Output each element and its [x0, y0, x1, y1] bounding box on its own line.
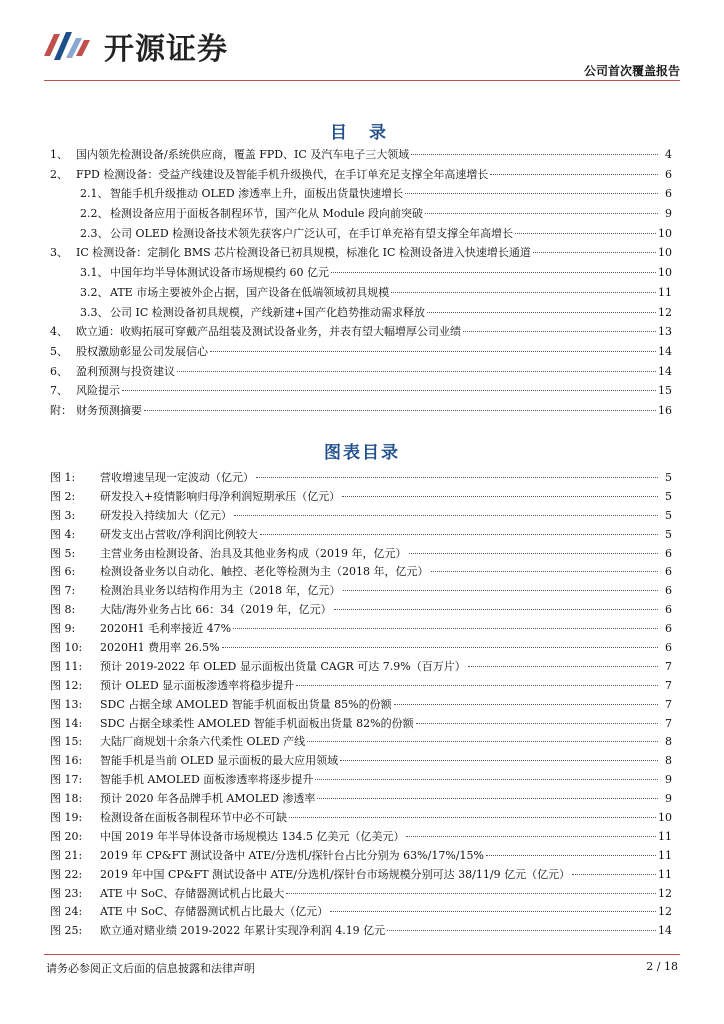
entry-number: 2.3、	[80, 226, 109, 240]
header-divider	[44, 80, 680, 81]
toc-list	[50, 146, 672, 422]
entry-page: 7	[665, 678, 672, 692]
entry-text: 2019 年中国 CP&FT 测试设备中 ATE/分选机/探针台市场规模分别可达 38/11/9 亿元（亿元）	[100, 867, 571, 881]
entry-text: 财务预测摘要	[76, 403, 142, 417]
figure-entry[interactable]	[50, 828, 672, 847]
entry-page: 6	[665, 167, 672, 181]
entry-number: 图 24:	[50, 905, 83, 919]
entry-page: 6	[665, 622, 672, 636]
entry-number: 3、	[50, 246, 68, 260]
entry-number: 图 15:	[50, 735, 83, 749]
figure-entry[interactable]	[50, 696, 672, 715]
dot-leader	[177, 371, 656, 372]
figure-entry[interactable]	[50, 715, 672, 734]
entry-text: 检测设备业务以自动化、触控、老化等检测为主（2018 年，亿元）	[100, 565, 429, 579]
brand-name: 开源证券	[104, 32, 228, 67]
entry-page: 6	[665, 584, 672, 598]
entry-page: 10	[658, 246, 672, 260]
entry-text: FPD 检测设备：受益产线建设及智能手机升级换代，在手订单充足支撑全年高速增长	[76, 167, 489, 181]
entry-number: 图 7:	[50, 584, 76, 598]
entry-text: 大陆厂商规划十余条六代柔性 OLED 产线	[100, 735, 306, 749]
entry-text: 风险提示	[76, 384, 120, 398]
figure-entry[interactable]	[50, 620, 672, 639]
entry-text: 中国年均半导体测试设备市场规模约 60 亿元	[110, 266, 329, 280]
figure-entry[interactable]	[50, 790, 672, 809]
dot-leader	[394, 704, 658, 705]
entry-number: 图 9:	[50, 622, 76, 636]
entry-page: 6	[665, 565, 672, 579]
dot-leader	[572, 874, 656, 875]
dot-leader	[533, 252, 656, 253]
dot-leader	[416, 723, 658, 724]
entry-text: 研发支出占营收/净利润比例较大	[100, 527, 258, 541]
entry-number: 图 8:	[50, 603, 76, 617]
entry-number: 图 5:	[50, 546, 76, 560]
figure-entry[interactable]	[50, 507, 672, 526]
entry-number: 7、	[50, 384, 68, 398]
entry-number: 图 25:	[50, 924, 83, 938]
entry-text: 公司 OLED 检测设备技术领先获客户广泛认可，在手订单充裕有望支撑全年高增长	[110, 226, 514, 240]
dot-leader	[486, 855, 656, 856]
dot-leader	[144, 410, 656, 411]
dot-leader	[343, 590, 659, 591]
dot-leader	[387, 930, 656, 931]
entry-text: 智能手机是当前 OLED 显示面板的最大应用领域	[100, 754, 339, 768]
entry-number: 图 13:	[50, 697, 83, 711]
entry-page: 12	[658, 905, 672, 919]
entry-text: ATE 市场主要被外企占据，国产设备在低端领域初具规模	[110, 285, 390, 299]
entry-page: 10	[658, 266, 672, 280]
toc-entry[interactable]	[50, 205, 672, 225]
toc-entry[interactable]	[50, 323, 672, 343]
figure-entry[interactable]	[50, 658, 672, 677]
entry-text: SDC 占据全球 AMOLED 智能手机面板出货量 85%的份额	[100, 697, 392, 711]
disclaimer-note: 请务必参阅正文后面的信息披露和法律声明	[46, 962, 255, 975]
entry-number: 图 12:	[50, 678, 83, 692]
figure-entry[interactable]	[50, 677, 672, 696]
entry-text: 2020H1 费用率 26.5%	[100, 641, 220, 655]
toc-entry[interactable]	[50, 402, 672, 422]
entry-number: 图 23:	[50, 886, 83, 900]
toc-entry[interactable]	[50, 304, 672, 324]
entry-number: 图 20:	[50, 829, 83, 843]
page-number: 2 / 18	[646, 960, 678, 973]
entry-page: 10	[658, 226, 672, 240]
entry-page: 12	[658, 305, 672, 319]
entry-number: 图 22:	[50, 867, 83, 881]
entry-number: 图 14:	[50, 716, 83, 730]
entry-number: 3.1、	[80, 266, 109, 280]
dot-leader	[427, 312, 656, 313]
entry-number: 图 3:	[50, 508, 76, 522]
brand-logo	[40, 26, 228, 66]
figure-entry[interactable]	[50, 526, 672, 545]
toc-entry[interactable]	[50, 343, 672, 363]
figure-entry[interactable]	[50, 639, 672, 658]
toc-entry[interactable]	[50, 264, 672, 284]
dot-leader	[342, 496, 658, 497]
entry-number: 1、	[50, 148, 68, 161]
dot-leader	[286, 893, 656, 894]
entry-page: 15	[658, 384, 672, 398]
entry-page: 7	[665, 697, 672, 711]
dot-leader	[405, 193, 658, 194]
figure-entry[interactable]	[50, 885, 672, 904]
entry-page: 14	[658, 924, 672, 938]
entry-text: 盈利预测与投资建议	[76, 364, 175, 378]
entry-page: 11	[658, 848, 672, 862]
entry-text: ATE 中 SoC、存储器测试机占比最大（亿元）	[100, 905, 329, 919]
dot-leader	[515, 233, 656, 234]
entry-page: 11	[658, 829, 672, 843]
figure-entry[interactable]	[50, 752, 672, 771]
entry-number: 3.2、	[80, 285, 109, 299]
figure-entry[interactable]	[50, 601, 672, 620]
entry-text: 主营业务由检测设备、治具及其他业务构成（2019 年，亿元）	[100, 546, 407, 560]
entry-number: 2.1、	[80, 187, 109, 201]
dot-leader	[331, 272, 656, 273]
dot-leader	[234, 515, 658, 516]
dot-leader	[210, 351, 656, 352]
entry-page: 6	[665, 603, 672, 617]
entry-number: 图 16:	[50, 754, 83, 768]
figure-entry[interactable]	[50, 771, 672, 790]
entry-number: 图 17:	[50, 773, 83, 787]
report-type-label: 公司首次覆盖报告	[583, 64, 680, 78]
entry-text: 股权激励彰显公司发展信心	[76, 344, 208, 358]
entry-number: 3.3、	[80, 305, 109, 319]
figure-entry[interactable]	[50, 582, 672, 601]
entry-text: 2019 年 CP&FT 测试设备中 ATE/分选机/探针台占比分别为 63%/17%/15%	[100, 848, 484, 862]
dot-leader	[222, 647, 658, 648]
entry-page: 10	[658, 811, 672, 825]
dot-leader	[260, 534, 658, 535]
entry-page: 11	[658, 867, 672, 881]
entry-page: 9	[665, 207, 672, 221]
entry-page: 6	[665, 187, 672, 201]
figures-title: 图表目录	[324, 443, 400, 463]
figure-entry[interactable]	[50, 847, 672, 866]
figure-entry[interactable]	[50, 903, 672, 922]
figure-entry[interactable]	[50, 866, 672, 885]
dot-leader	[391, 292, 656, 293]
dot-leader	[122, 390, 656, 391]
entry-number: 2.2、	[80, 207, 109, 221]
entry-page: 9	[665, 773, 672, 787]
dot-leader	[334, 609, 658, 610]
entry-page: 11	[658, 285, 672, 299]
entry-page: 5	[665, 489, 672, 503]
entry-text: 欧立通对赌业绩 2019-2022 年累计实现净利润 4.19 亿元	[100, 924, 386, 938]
toc-entry[interactable]	[50, 166, 672, 186]
entry-page: 14	[658, 364, 672, 378]
toc-entry[interactable]	[50, 244, 672, 264]
entry-page: 4	[665, 148, 672, 161]
toc-title: 目 录	[330, 123, 394, 143]
dot-leader	[315, 779, 658, 780]
entry-number: 4、	[50, 325, 68, 339]
entry-number: 2、	[50, 167, 68, 181]
entry-number: 图 1:	[50, 471, 76, 484]
figure-entry[interactable]	[50, 545, 672, 564]
figures-list	[50, 469, 672, 941]
entry-text: 预计 2020 年各品牌手机 AMOLED 渗透率	[100, 792, 316, 806]
toc-entry[interactable]	[50, 225, 672, 245]
dot-leader	[468, 666, 658, 667]
entry-page: 9	[665, 792, 672, 806]
dot-leader	[340, 760, 658, 761]
entry-page: 7	[665, 659, 672, 673]
entry-text: 公司 IC 检测设备初具规模，产线新建+国产化趋势推动需求释放	[110, 305, 425, 319]
entry-page: 8	[665, 735, 672, 749]
entry-page: 5	[665, 471, 672, 484]
entry-page: 16	[658, 403, 672, 417]
dot-leader	[289, 817, 656, 818]
entry-page: 6	[665, 546, 672, 560]
dot-leader	[409, 553, 659, 554]
dot-leader	[307, 741, 658, 742]
toc-entry[interactable]	[50, 284, 672, 304]
entry-text: 欧立通：收购拓展可穿戴产品组装及测试设备业务，并表有望大幅增厚公司业绩	[76, 325, 461, 339]
entry-text: 2020H1 毛利率接近 47%	[100, 622, 232, 636]
entry-number: 图 11:	[50, 659, 83, 673]
entry-page: 6	[665, 641, 672, 655]
dot-leader	[256, 477, 658, 478]
entry-number: 图 6:	[50, 565, 76, 579]
toc-entry[interactable]	[50, 185, 672, 205]
dot-leader	[233, 628, 658, 629]
figure-entry[interactable]	[50, 922, 672, 941]
figure-entry[interactable]	[50, 469, 672, 488]
entry-text: 国内领先检测设备/系统供应商，覆盖 FPD、IC 及汽车电子三大领域	[76, 148, 410, 161]
dot-leader	[431, 571, 659, 572]
entry-page: 8	[665, 754, 672, 768]
entry-text: ATE 中 SoC、存储器测试机占比最大	[100, 886, 285, 900]
dot-leader	[406, 836, 656, 837]
entry-number: 图 4:	[50, 527, 76, 541]
entry-text: 研发投入持续加大（亿元）	[100, 508, 232, 522]
entry-text: 检测设备在面板各制程环节中必不可缺	[100, 811, 287, 825]
entry-page: 13	[658, 325, 672, 339]
dot-leader	[296, 685, 658, 686]
entry-text: 预计 OLED 显示面板渗透率将稳步提升	[100, 678, 295, 692]
entry-page: 14	[658, 344, 672, 358]
dot-leader	[425, 213, 658, 214]
entry-text: 中国 2019 年半导体设备市场规模达 134.5 亿美元（亿美元）	[100, 829, 405, 843]
entry-number: 图 21:	[50, 848, 83, 862]
entry-text: 预计 2019-2022 年 OLED 显示面板出货量 CAGR 可达 7.9%（百万片）	[100, 659, 466, 673]
footer-divider	[44, 954, 680, 955]
entry-text: SDC 占据全球柔性 AMOLED 智能手机面板出货量 82%的份额	[100, 716, 414, 730]
entry-number: 图 19:	[50, 811, 83, 825]
kaiyuan-logo-icon	[40, 26, 96, 66]
figure-entry[interactable]	[50, 809, 672, 828]
entry-number: 5、	[50, 344, 68, 358]
toc-entry[interactable]	[50, 382, 672, 402]
entry-number: 附：	[50, 403, 72, 417]
dot-leader	[463, 331, 656, 332]
dot-leader	[490, 174, 658, 175]
entry-page: 7	[665, 716, 672, 730]
entry-page: 5	[665, 527, 672, 541]
entry-text: IC 检测设备：定制化 BMS 芯片检测设备已初具规模，标准化 IC 检测设备进入快速增长通道	[76, 246, 531, 260]
toc-entry[interactable]	[50, 146, 672, 166]
entry-page: 5	[665, 508, 672, 522]
entry-text: 智能手机 AMOLED 面板渗透率将逐步提升	[100, 773, 314, 787]
entry-text: 智能手机升级推动 OLED 渗透率上升，面板出货量快速增长	[110, 187, 404, 201]
entry-number: 图 18:	[50, 792, 83, 806]
toc-entry[interactable]	[50, 363, 672, 383]
entry-number: 图 2:	[50, 489, 76, 503]
dot-leader	[317, 798, 658, 799]
entry-text: 检测治具业务以结构作用为主（2018 年，亿元）	[100, 584, 341, 598]
entry-page: 12	[658, 886, 672, 900]
entry-text: 营收增速呈现一定波动（亿元）	[100, 471, 254, 484]
entry-number: 图 10:	[50, 641, 83, 655]
entry-text: 大陆/海外业务占比 66：34（2019 年，亿元）	[100, 603, 332, 617]
dot-leader	[411, 154, 658, 155]
entry-text: 检测设备应用于面板各制程环节，国产化从 Module 段向前突破	[110, 207, 424, 221]
entry-text: 研发投入+疫情影响归母净利润短期承压（亿元）	[100, 489, 341, 503]
figure-entry[interactable]	[50, 733, 672, 752]
figure-entry[interactable]	[50, 488, 672, 507]
dot-leader	[330, 911, 656, 912]
figure-entry[interactable]	[50, 563, 672, 582]
entry-number: 6、	[50, 364, 68, 378]
